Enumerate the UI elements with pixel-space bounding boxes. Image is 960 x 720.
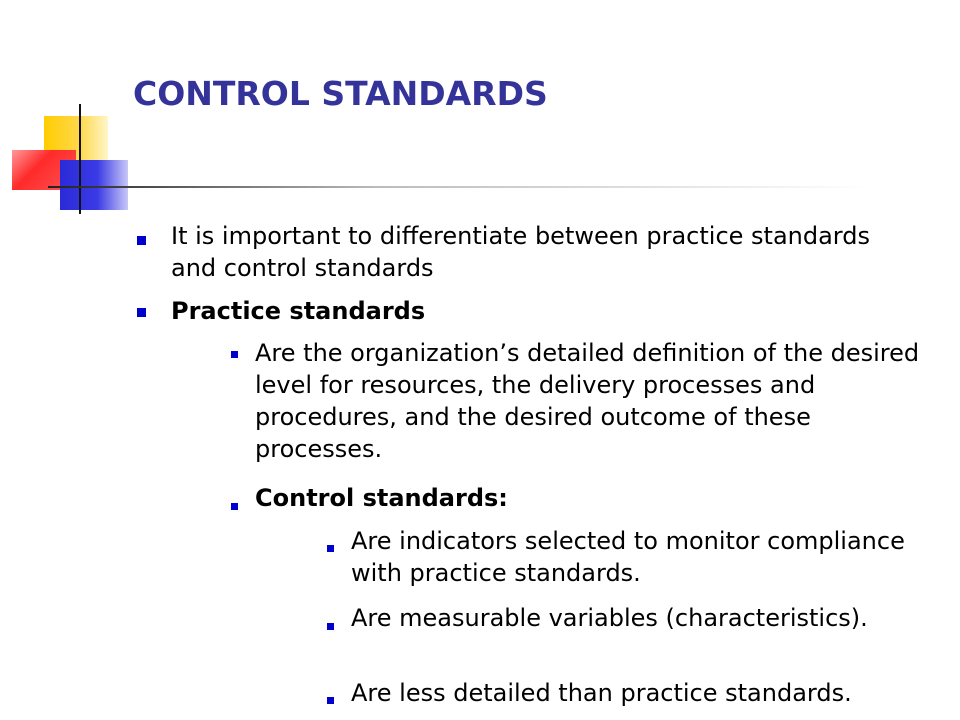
- bullet-marker: [231, 503, 238, 510]
- bullet-marker: [137, 308, 146, 317]
- bullet-marker: [137, 236, 146, 245]
- slide-title: CONTROL STANDARDS: [133, 74, 548, 113]
- bullet-heading-practice-standards: Practice standards: [171, 297, 426, 325]
- bullet-marker: [327, 623, 334, 630]
- bullet-text-level1: It is important to differentiate between practice standards and control standards: [171, 222, 870, 282]
- logo-vertical-rule: [79, 104, 81, 214]
- logo-blue-square: [60, 160, 128, 210]
- bullet-text-level3: Are indicators selected to monitor compliance with practice standards.: [351, 527, 905, 587]
- title-divider-rule: [48, 186, 868, 188]
- bullet-marker: [327, 545, 334, 552]
- bullet-text-level3: Are measurable variables (characteristics).: [351, 604, 868, 632]
- bullet-marker: [231, 351, 238, 358]
- bullet-text-level2: Are the organization’s detailed definition of the desired level for resources, the delivery processes and procedures, and the desired outcome of these processes.: [255, 339, 920, 463]
- bullet-marker: [327, 697, 334, 704]
- bullet-heading-control-standards: Control standards:: [255, 484, 508, 512]
- bullet-text-level3: Are less detailed than practice standards.: [351, 679, 852, 707]
